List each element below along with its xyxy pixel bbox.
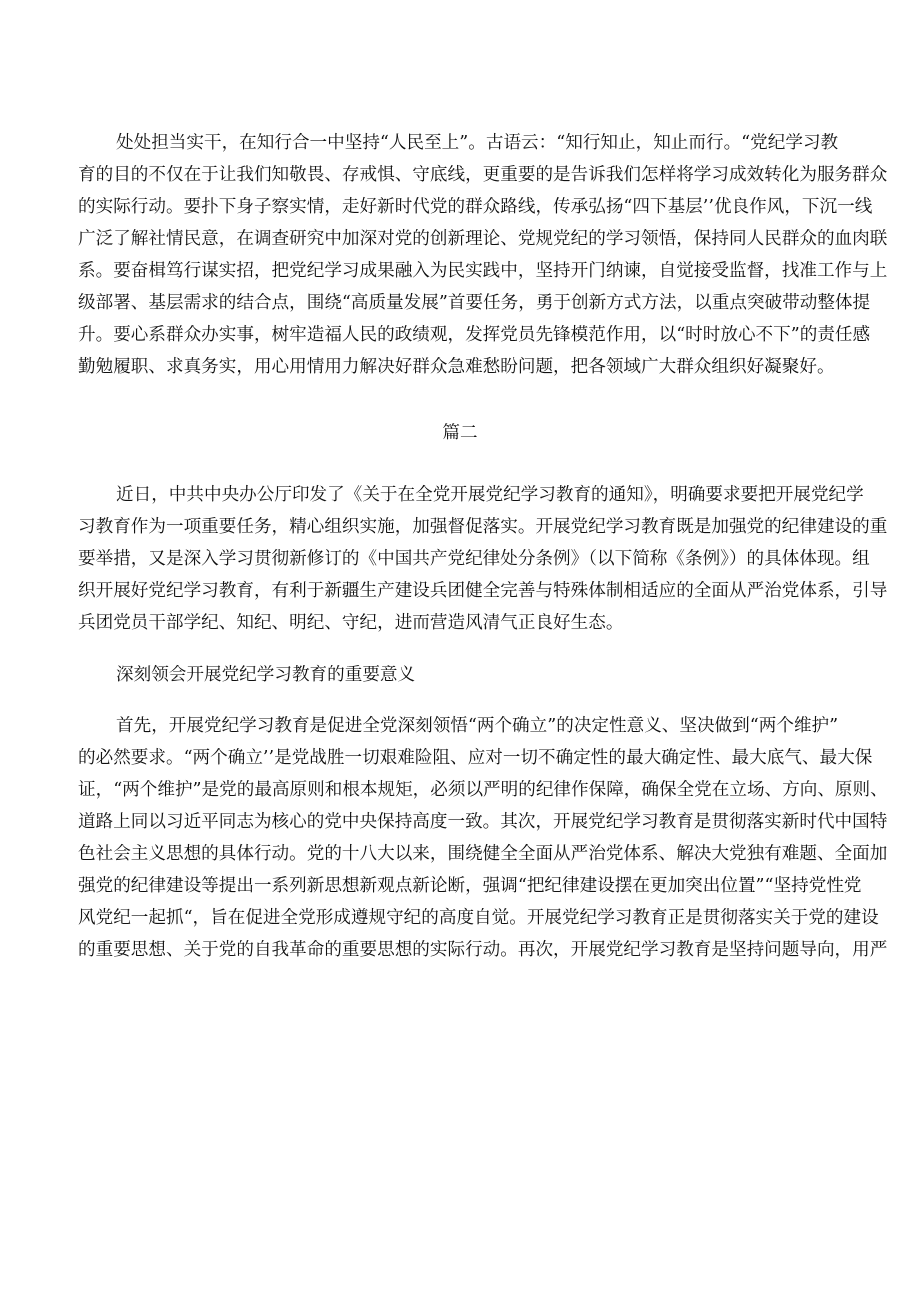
paragraph-2-line-2: 习教育作为一项重要任务，精心组织实施，加强督促落实。开展党纪学习教育既是加强党的纪律建设的重 [78, 517, 888, 537]
paragraph-3-line-1: 首先，开展党纪学习教育是促进全党深刻领悟“两个确立”的决定性意义、坚决做到“两个维护” [116, 716, 839, 736]
paragraph-3-line-8: 的重要思想、关于党的自我革命的重要思想的实际行动。再次，开展党纪学习教育是坚持问题导向，用严 [78, 940, 888, 960]
paragraph-1-line-5: 系。要奋楫笃行谋实招，把党纪学习成果融入为民实践中，坚持开门纳谏，自觉接受监督，找准工作与上 [78, 261, 888, 281]
paragraph-1-line-4: 广泛了解社情民意，在调查研究中加深对党的创新理论、党规党纪的学习领悟，保持同人民群众的血肉联 [78, 229, 888, 249]
paragraph-1-line-6: 级部署、基层需求的结合点，围绕“高质量发展”首要任务，勇于创新方式方法，以重点突破带动整体提 [78, 293, 871, 313]
paragraph-1-line-1: 处处担当实干，在知行合一中坚持“人民至上”。古语云：“知行知止，知止而行。“党纪学习教 [116, 133, 839, 153]
paragraph-2-line-1: 近日，中共中央办公厅印发了《关于在全党开展党纪学习教育的通知》，明确要求要把开展党纪学 [116, 485, 864, 505]
paragraph-1-line-7: 升。要心系群众办实事，树牢造福人民的政绩观，发挥党员先锋模范作用，以“时时放心不下”的责任感 [78, 325, 871, 345]
paragraph-3-line-5: 色社会主义思想的具体行动。党的十八大以来，围绕健全全面从严治党体系、解决大党独有难题、全面加 [78, 844, 888, 864]
paragraph-3-line-2: 的必然要求。“两个确立’’是党战胜一切艰难险阻、应对一切不确定性的最大确定性、最大底气、最大保 [78, 748, 873, 768]
paragraph-3-line-4: 道路上同以习近平同志为核心的党中央保持高度一致。其次，开展党纪学习教育是贯彻落实新时代中国特 [78, 812, 888, 832]
section-title: 篇二 [442, 423, 478, 443]
subheading: 深刻领会开展党纪学习教育的重要意义 [116, 665, 416, 685]
paragraph-2-line-3: 要举措，又是深入学习贯彻新修订的《中国共产党纪律处分条例》（以下简称《条例》）的具体体现。组 [78, 549, 870, 569]
paragraph-3-line-3: 证，“两个维护”是党的最高原则和根本规矩，必须以严明的纪律作保障，确保全党在立场、方向、原则、 [78, 780, 888, 800]
paragraph-1-line-3: 的实际行动。要扑下身子察实情，走好新时代党的群众路线，传承弘扬“四下基层’’优良作风，下沉一线 [78, 197, 873, 217]
paragraph-3-line-6: 强党的纪律建设等提出一系列新思想新观点新论断，强调“把纪律建设摆在更加突出位置”“坚持党性党 [78, 876, 862, 896]
paragraph-2-line-4: 织开展好党纪学习教育，有利于新疆生产建设兵团健全完善与特殊体制相适应的全面从严治党体系，引导 [78, 581, 888, 601]
paragraph-1-line-2: 育的目的不仅在于让我们知敬畏、存戒惧、守底线，更重要的是告诉我们怎样将学习成效转化为服务群众 [78, 165, 888, 185]
paragraph-1-line-8: 勤勉履职、求真务实，用心用情用力解决好群众急难愁盼问题，把各领域广大群众组织好凝聚好。 [78, 357, 835, 377]
paragraph-2-line-5: 兵团党员干部学纪、知纪、明纪、守纪，进而营造风清气正良好生态。 [78, 613, 624, 633]
paragraph-3-line-7: 风党纪一起抓“，旨在促进全党形成遵规守纪的高度自觉。开展党纪学习教育正是贯彻落实关于党的建设 [78, 908, 879, 928]
